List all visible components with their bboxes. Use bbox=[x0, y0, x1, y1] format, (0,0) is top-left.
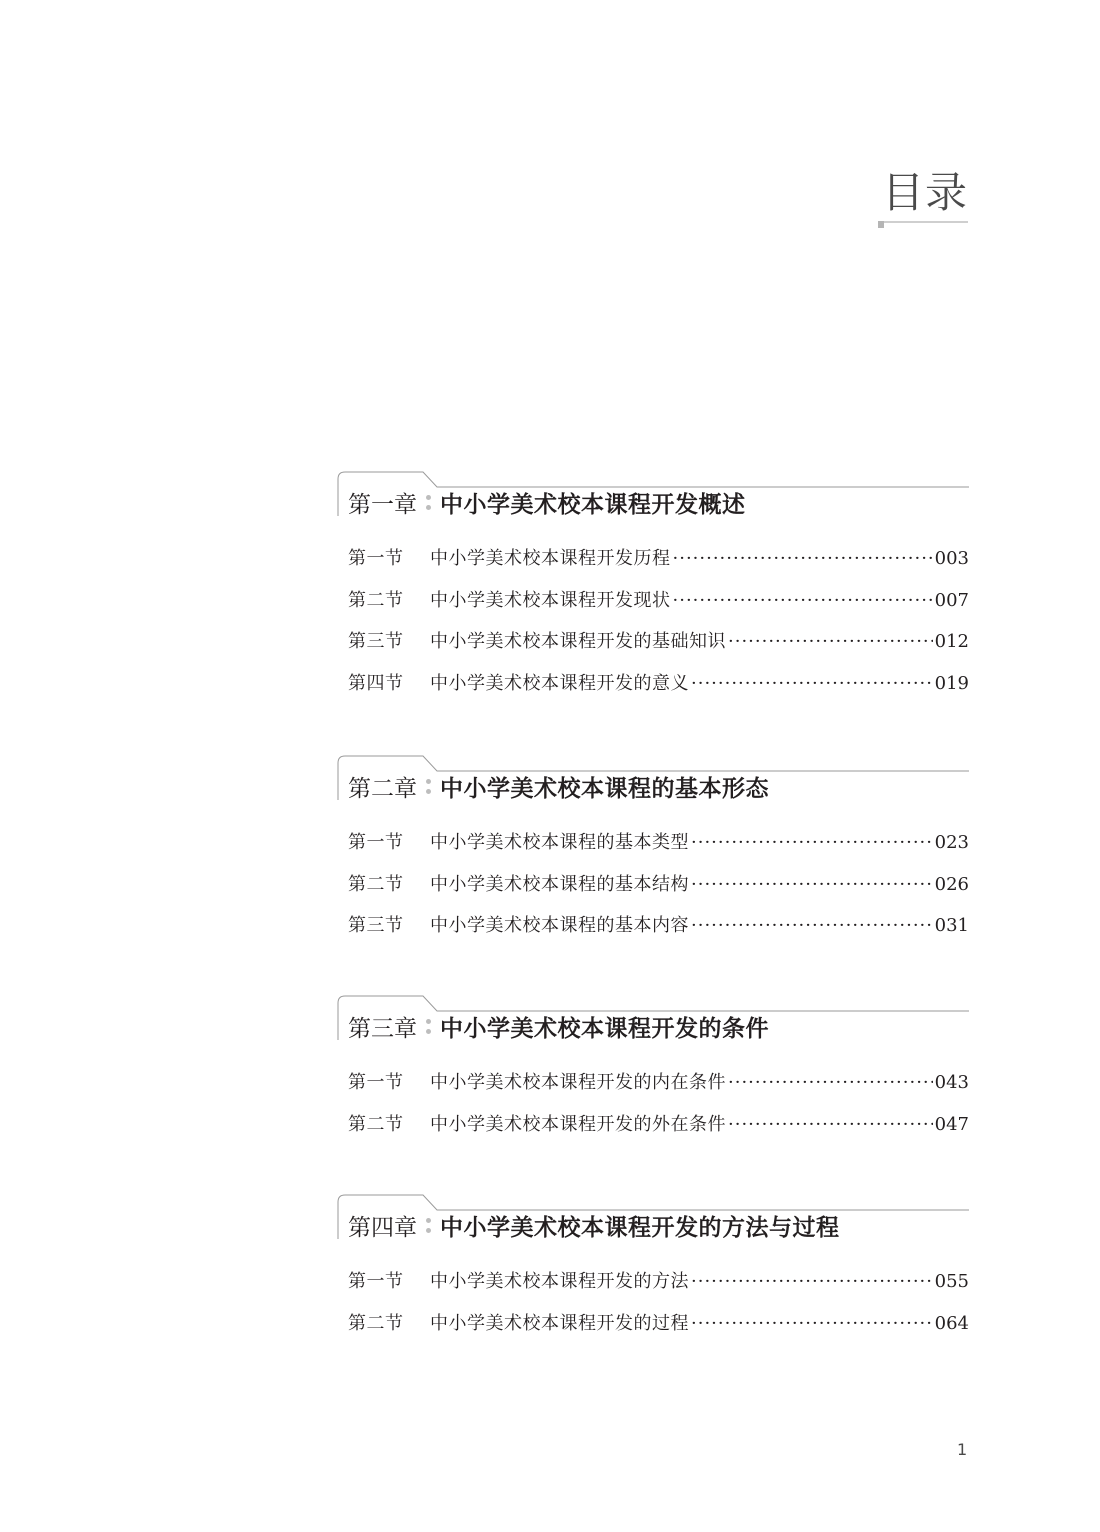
section-label: 第四节 bbox=[348, 672, 404, 694]
chapter-separator-dots bbox=[426, 1014, 431, 1040]
title-underline bbox=[878, 221, 968, 223]
dot-leader bbox=[728, 1114, 933, 1135]
section-title: 中小学美术校本课程开发的过程 bbox=[430, 1312, 689, 1334]
toc-entry[interactable] bbox=[348, 669, 969, 711]
section-title: 中小学美术校本课程开发的方法 bbox=[430, 1271, 689, 1292]
chapter-label: 第四章 bbox=[348, 1215, 417, 1241]
toc-entry[interactable] bbox=[348, 828, 969, 870]
page-ref: 047 bbox=[934, 1113, 969, 1135]
dot-leader bbox=[673, 590, 933, 611]
section-label: 第二节 bbox=[348, 1312, 404, 1334]
section-list bbox=[348, 1068, 969, 1151]
dot-leader bbox=[691, 874, 933, 895]
chapter-heading[interactable] bbox=[348, 486, 746, 519]
page-ref: 026 bbox=[934, 873, 969, 895]
chapter-title: 中小学美术校本课程开发的方法与过程 bbox=[440, 1214, 840, 1241]
chapter-heading[interactable] bbox=[348, 1010, 769, 1043]
toc-entry[interactable] bbox=[348, 1110, 969, 1152]
page-ref: 055 bbox=[934, 1271, 969, 1292]
section-label: 第三节 bbox=[348, 915, 404, 936]
dot-leader bbox=[728, 1072, 933, 1093]
dot-leader bbox=[691, 915, 933, 936]
dot-leader bbox=[691, 1271, 933, 1292]
page-ref: 007 bbox=[934, 589, 969, 611]
chapter-heading[interactable] bbox=[348, 1209, 840, 1242]
page-ref: 064 bbox=[934, 1312, 969, 1334]
section-title: 中小学美术校本课程开发的内在条件 bbox=[430, 1072, 726, 1093]
section-label: 第二节 bbox=[348, 589, 404, 611]
page-ref: 003 bbox=[934, 548, 969, 569]
toc-entry[interactable] bbox=[348, 911, 969, 953]
chapter-label: 第一章 bbox=[348, 492, 417, 518]
section-list bbox=[348, 828, 969, 953]
chapter-separator-dots bbox=[426, 1213, 431, 1239]
section-title: 中小学美术校本课程的基本内容 bbox=[430, 915, 689, 936]
chapter-label: 第三章 bbox=[348, 1016, 417, 1042]
section-label: 第三节 bbox=[348, 631, 404, 652]
title-underline-mark bbox=[878, 221, 884, 228]
toc-entry[interactable] bbox=[348, 1068, 969, 1110]
section-title: 中小学美术校本课程开发的外在条件 bbox=[430, 1113, 726, 1135]
section-label: 第一节 bbox=[348, 832, 404, 853]
page-title: 目录 bbox=[881, 168, 968, 217]
section-title: 中小学美术校本课程开发的基础知识 bbox=[430, 631, 726, 652]
toc-entry[interactable] bbox=[348, 586, 969, 628]
chapter-title: 中小学美术校本课程的基本形态 bbox=[440, 775, 769, 802]
section-list bbox=[348, 1267, 969, 1350]
section-list bbox=[348, 544, 969, 710]
section-label: 第一节 bbox=[348, 1271, 404, 1292]
page-ref: 019 bbox=[934, 672, 969, 694]
dot-leader bbox=[728, 631, 933, 652]
toc-entry[interactable] bbox=[348, 1267, 969, 1309]
page-ref: 031 bbox=[934, 915, 969, 936]
section-title: 中小学美术校本课程的基本结构 bbox=[430, 873, 689, 895]
dot-leader bbox=[691, 832, 933, 853]
section-title: 中小学美术校本课程开发的意义 bbox=[430, 672, 689, 694]
section-title: 中小学美术校本课程开发现状 bbox=[430, 589, 671, 611]
toc-entry[interactable] bbox=[348, 1309, 969, 1351]
dot-leader bbox=[691, 673, 933, 694]
section-label: 第一节 bbox=[348, 1072, 404, 1093]
page-ref: 023 bbox=[934, 832, 969, 853]
page-number: 1 bbox=[957, 1440, 968, 1459]
chapter-separator-dots bbox=[426, 774, 431, 800]
page-ref: 012 bbox=[934, 631, 969, 652]
chapter-heading[interactable] bbox=[348, 770, 769, 803]
section-title: 中小学美术校本课程的基本类型 bbox=[430, 832, 689, 853]
toc-entry[interactable] bbox=[348, 627, 969, 669]
chapter-separator-dots bbox=[426, 490, 431, 516]
chapter-label: 第二章 bbox=[348, 776, 417, 802]
dot-leader bbox=[673, 548, 933, 569]
dot-leader bbox=[691, 1313, 933, 1334]
toc-entry[interactable] bbox=[348, 870, 969, 912]
chapter-title: 中小学美术校本课程开发的条件 bbox=[440, 1015, 769, 1042]
toc-entry[interactable] bbox=[348, 544, 969, 586]
section-label: 第二节 bbox=[348, 873, 404, 895]
section-label: 第一节 bbox=[348, 548, 404, 569]
section-title: 中小学美术校本课程开发历程 bbox=[430, 548, 671, 569]
section-label: 第二节 bbox=[348, 1113, 404, 1135]
page-ref: 043 bbox=[934, 1072, 969, 1093]
chapter-title: 中小学美术校本课程开发概述 bbox=[440, 491, 746, 518]
